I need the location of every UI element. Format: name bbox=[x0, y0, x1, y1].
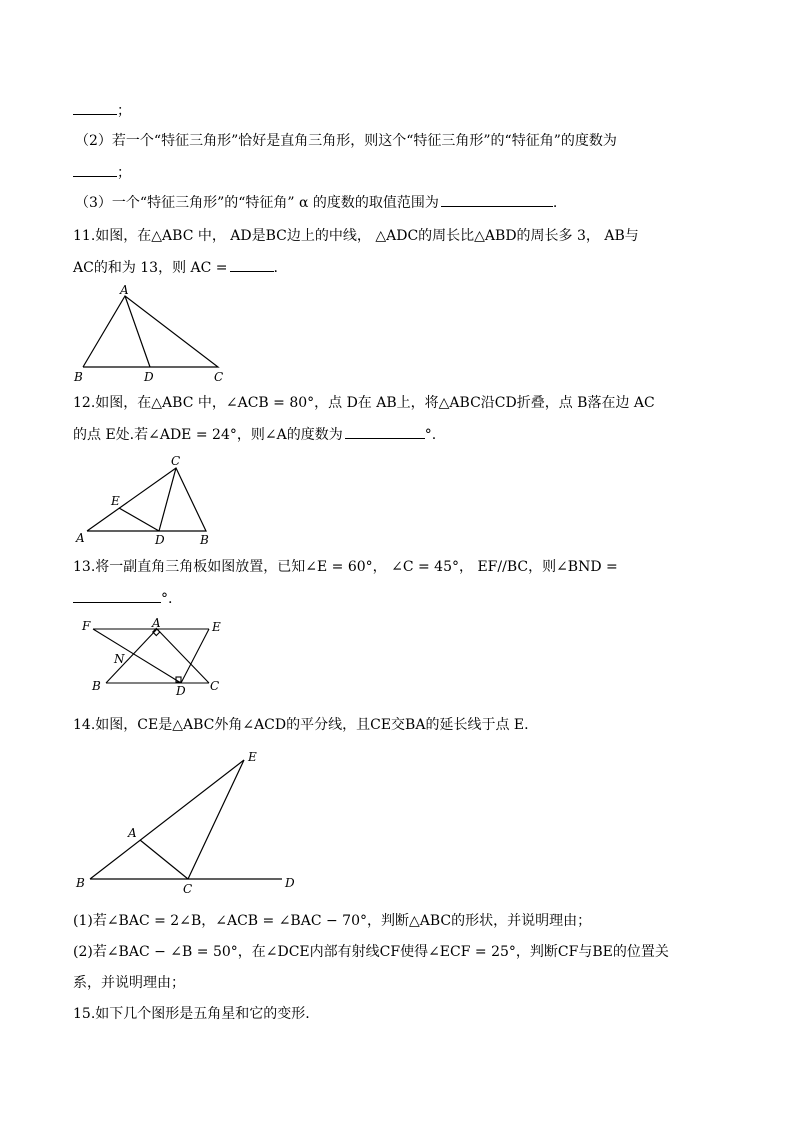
answer-blank[interactable] bbox=[73, 162, 117, 177]
label-C: C bbox=[183, 882, 193, 896]
label-F: F bbox=[82, 619, 91, 633]
q14-sub1: (1)若∠BAC = 2∠B，∠ACB = ∠BAC − 70°，判断△ABC的形状，并说明理由； bbox=[73, 913, 592, 929]
label-B: B bbox=[74, 370, 83, 384]
q14-sub2-line1: (2)若∠BAC − ∠B = 50°，在∠DCE内部有射线CF使得∠ECF = 25°，判断CF与BE的位置关 bbox=[73, 944, 669, 960]
label-C: C bbox=[171, 454, 181, 468]
answer-blank[interactable] bbox=[73, 100, 117, 115]
answer-blank[interactable] bbox=[230, 257, 274, 272]
q14-exterior-angle-figure bbox=[72, 747, 312, 897]
label-B: B bbox=[92, 679, 101, 693]
q10-part1-answer-line: ； bbox=[73, 100, 131, 121]
label-B: B bbox=[200, 533, 209, 547]
label-C: C bbox=[210, 679, 220, 693]
q11-triangle-figure bbox=[70, 284, 230, 384]
label-E: E bbox=[248, 750, 257, 764]
q14-sub2-line2: 系，并说明理由； bbox=[73, 975, 185, 991]
q13-set-squares-figure bbox=[80, 617, 240, 697]
q10-part2-answer-line: ； bbox=[73, 162, 131, 183]
label-N: N bbox=[114, 652, 125, 666]
label-E: E bbox=[212, 620, 221, 634]
answer-blank[interactable] bbox=[441, 192, 553, 207]
q10-part3-text: （3）一个“特征三角形”的“特征角” α 的度数的取值范围为 bbox=[75, 195, 439, 211]
answer-blank[interactable] bbox=[345, 424, 425, 439]
label-A: A bbox=[128, 826, 137, 840]
label-E: E bbox=[111, 494, 120, 508]
label-C: C bbox=[214, 370, 224, 384]
label-A: A bbox=[120, 283, 129, 297]
q15-line1: 15.如下几个图形是五角星和它的变形. bbox=[73, 1006, 310, 1022]
label-A: A bbox=[152, 616, 161, 630]
q10-part2-text: （2）若一个“特征三角形”恰好是直角三角形，则这个“特征三角形”的“特征角”的度数为 bbox=[75, 133, 617, 149]
label-D: D bbox=[144, 370, 154, 384]
q12-folding-figure bbox=[75, 452, 225, 552]
q13-line1: 13.将一副直角三角板如图放置，已知∠E = 60°， ∠C = 45°， EF//BC，则∠BND = bbox=[73, 559, 618, 575]
q11-line2: AC的和为 13，则 AC = . bbox=[73, 257, 278, 278]
label-D: D bbox=[155, 533, 165, 547]
label-A: A bbox=[76, 531, 85, 545]
label-B: B bbox=[76, 876, 85, 890]
q11-line1: 11.如图，在△ABC 中， AD是BC边上的中线， △ADC的周长比△ABD的周长多 3， AB与 bbox=[73, 228, 639, 244]
q12-line2: 的点 E处.若∠ADE = 24°，则∠A的度数为 °. bbox=[73, 424, 436, 445]
label-D: D bbox=[285, 876, 295, 890]
answer-blank[interactable] bbox=[73, 588, 161, 603]
q13-line2: °. bbox=[73, 588, 172, 609]
q12-line1: 12.如图，在△ABC 中，∠ACB = 80°，点 D在 AB上，将△ABC沿CD折叠，点 B落在边 AC bbox=[73, 395, 655, 411]
label-D: D bbox=[176, 684, 186, 698]
q14-line1: 14.如图，CE是△ABC外角∠ACD的平分线，且CE交BA的延长线于点 E. bbox=[73, 717, 529, 733]
q10-part3: （3）一个“特征三角形”的“特征角” α 的度数的取值范围为 . bbox=[75, 192, 557, 213]
